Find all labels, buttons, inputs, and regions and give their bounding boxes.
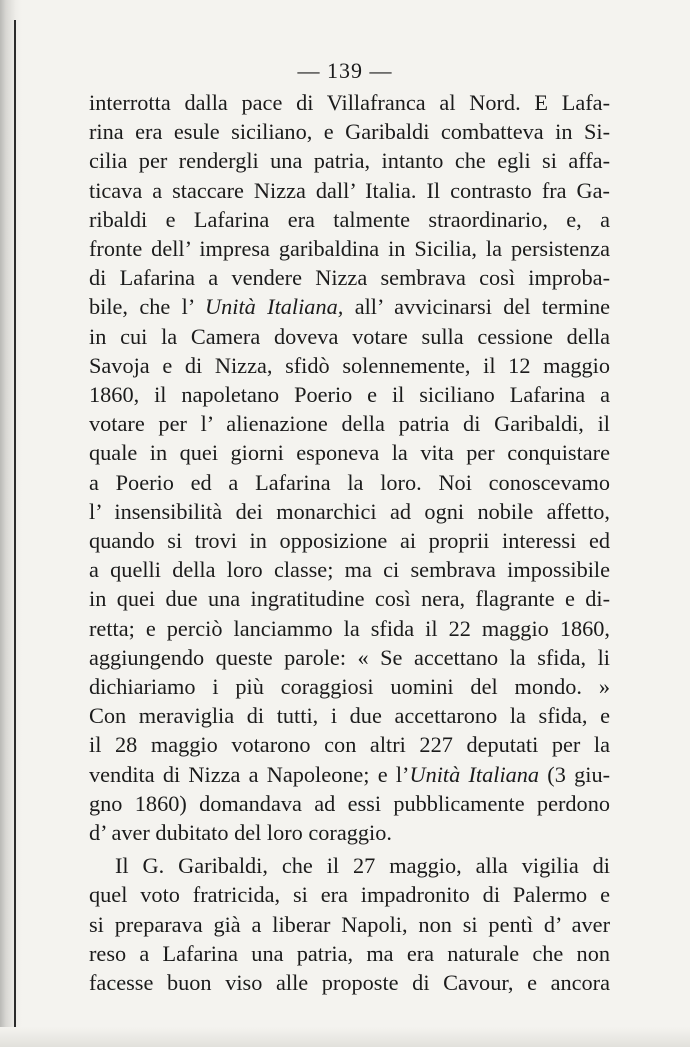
italic-title: Unità Italiana,: [205, 294, 344, 320]
book-spine-shadow: [0, 0, 22, 1047]
text-line: in cui la Camera doveva votare sulla cessione della: [89, 323, 610, 349]
text-line: gno 1860) domandava ad essi pubblicamente perdono: [89, 790, 610, 816]
text-run: vendita di Nizza a Napoleone; e l’: [89, 761, 410, 787]
text-line: dichiariamo i più coraggiosi uomini del mondo. »: [89, 674, 610, 699]
page-number: — 139 —: [297, 58, 393, 83]
text-line: votare per l’ alienazione della patria di Garibaldi, il: [89, 411, 610, 437]
text-line: si preparava già a liberar Napoli, non si pentì d’ aver: [89, 911, 610, 937]
paragraph-start-line: Il G. Garibaldi, che il 27 maggio, alla vigilia di: [115, 853, 610, 879]
italic-title: Unità Italiana: [409, 761, 540, 787]
text-line: 1860, il napoletano Poerio e il siciliano Lafarina a: [89, 382, 610, 407]
text-line: quale in quei giorni esponeva la vita per conquistare: [89, 440, 610, 466]
page-bottom-edge: [0, 1027, 690, 1047]
text-line: quando si trovi in opposizione ai proprii interessi ed: [89, 528, 610, 553]
text-line: a quelli della loro classe; ma ci sembrava impossibile: [89, 557, 610, 583]
text-line: interrotta dalla pace di Villafranca al Nord. E Lafa-: [89, 90, 610, 115]
text-line: d’ aver dubitato del loro coraggio.: [89, 820, 392, 845]
text-run: all’ avvicinarsi del termine: [343, 294, 610, 320]
text-line: l’ insensibilità dei monarchici ad ogni nobile affetto,: [89, 498, 610, 524]
text-run: bile, che l’: [89, 294, 205, 320]
text-line: fronte dell’ impresa garibaldina in Sicilia, la persistenza: [89, 236, 610, 261]
text-line: di Lafarina a vendere Nizza sembrava così improba-: [89, 265, 610, 291]
text-line: il 28 maggio votarono con altri 227 deputati per la: [89, 732, 610, 758]
gutter-edge-line: [14, 20, 16, 1030]
text-run: (3 giu-: [539, 761, 611, 787]
text-line: facesse buon viso alle proposte di Cavour, e ancora: [89, 970, 610, 995]
text-line: [89, 760, 610, 789]
text-line: Savoja e di Nizza, sfidò solennemente, il 12 maggio: [89, 352, 610, 378]
text-line: in quei due una ingratitudine così nera, flagrante e di-: [89, 586, 610, 612]
text-line: retta; e perciò lanciammo la sfida il 22 maggio 1860,: [89, 615, 610, 641]
text-line: a Poerio ed a Lafarina la loro. Noi conoscevamo: [89, 469, 610, 495]
text-line: aggiungendo queste parole: « Se accettano la sfida, li: [89, 644, 610, 670]
text-line: quel voto fratricida, si era impadronito di Palermo e: [89, 882, 610, 908]
text-line: cilia per rendergli una patria, intanto che egli si affa-: [89, 148, 610, 174]
text-line: reso a Lafarina una patria, ma era naturale che non: [89, 940, 610, 966]
text-line: Con meraviglia di tutti, i due accettarono la sfida, e: [89, 703, 610, 729]
text-line: ticava a staccare Nizza dall’ Italia. Il contrasto fra Ga-: [89, 177, 610, 203]
text-line: rina era esule siciliano, e Garibaldi combatteva in Si-: [89, 119, 610, 145]
text-line: ribaldi e Lafarina era talmente straordinario, e, a: [89, 206, 610, 232]
text-line: [89, 292, 610, 321]
